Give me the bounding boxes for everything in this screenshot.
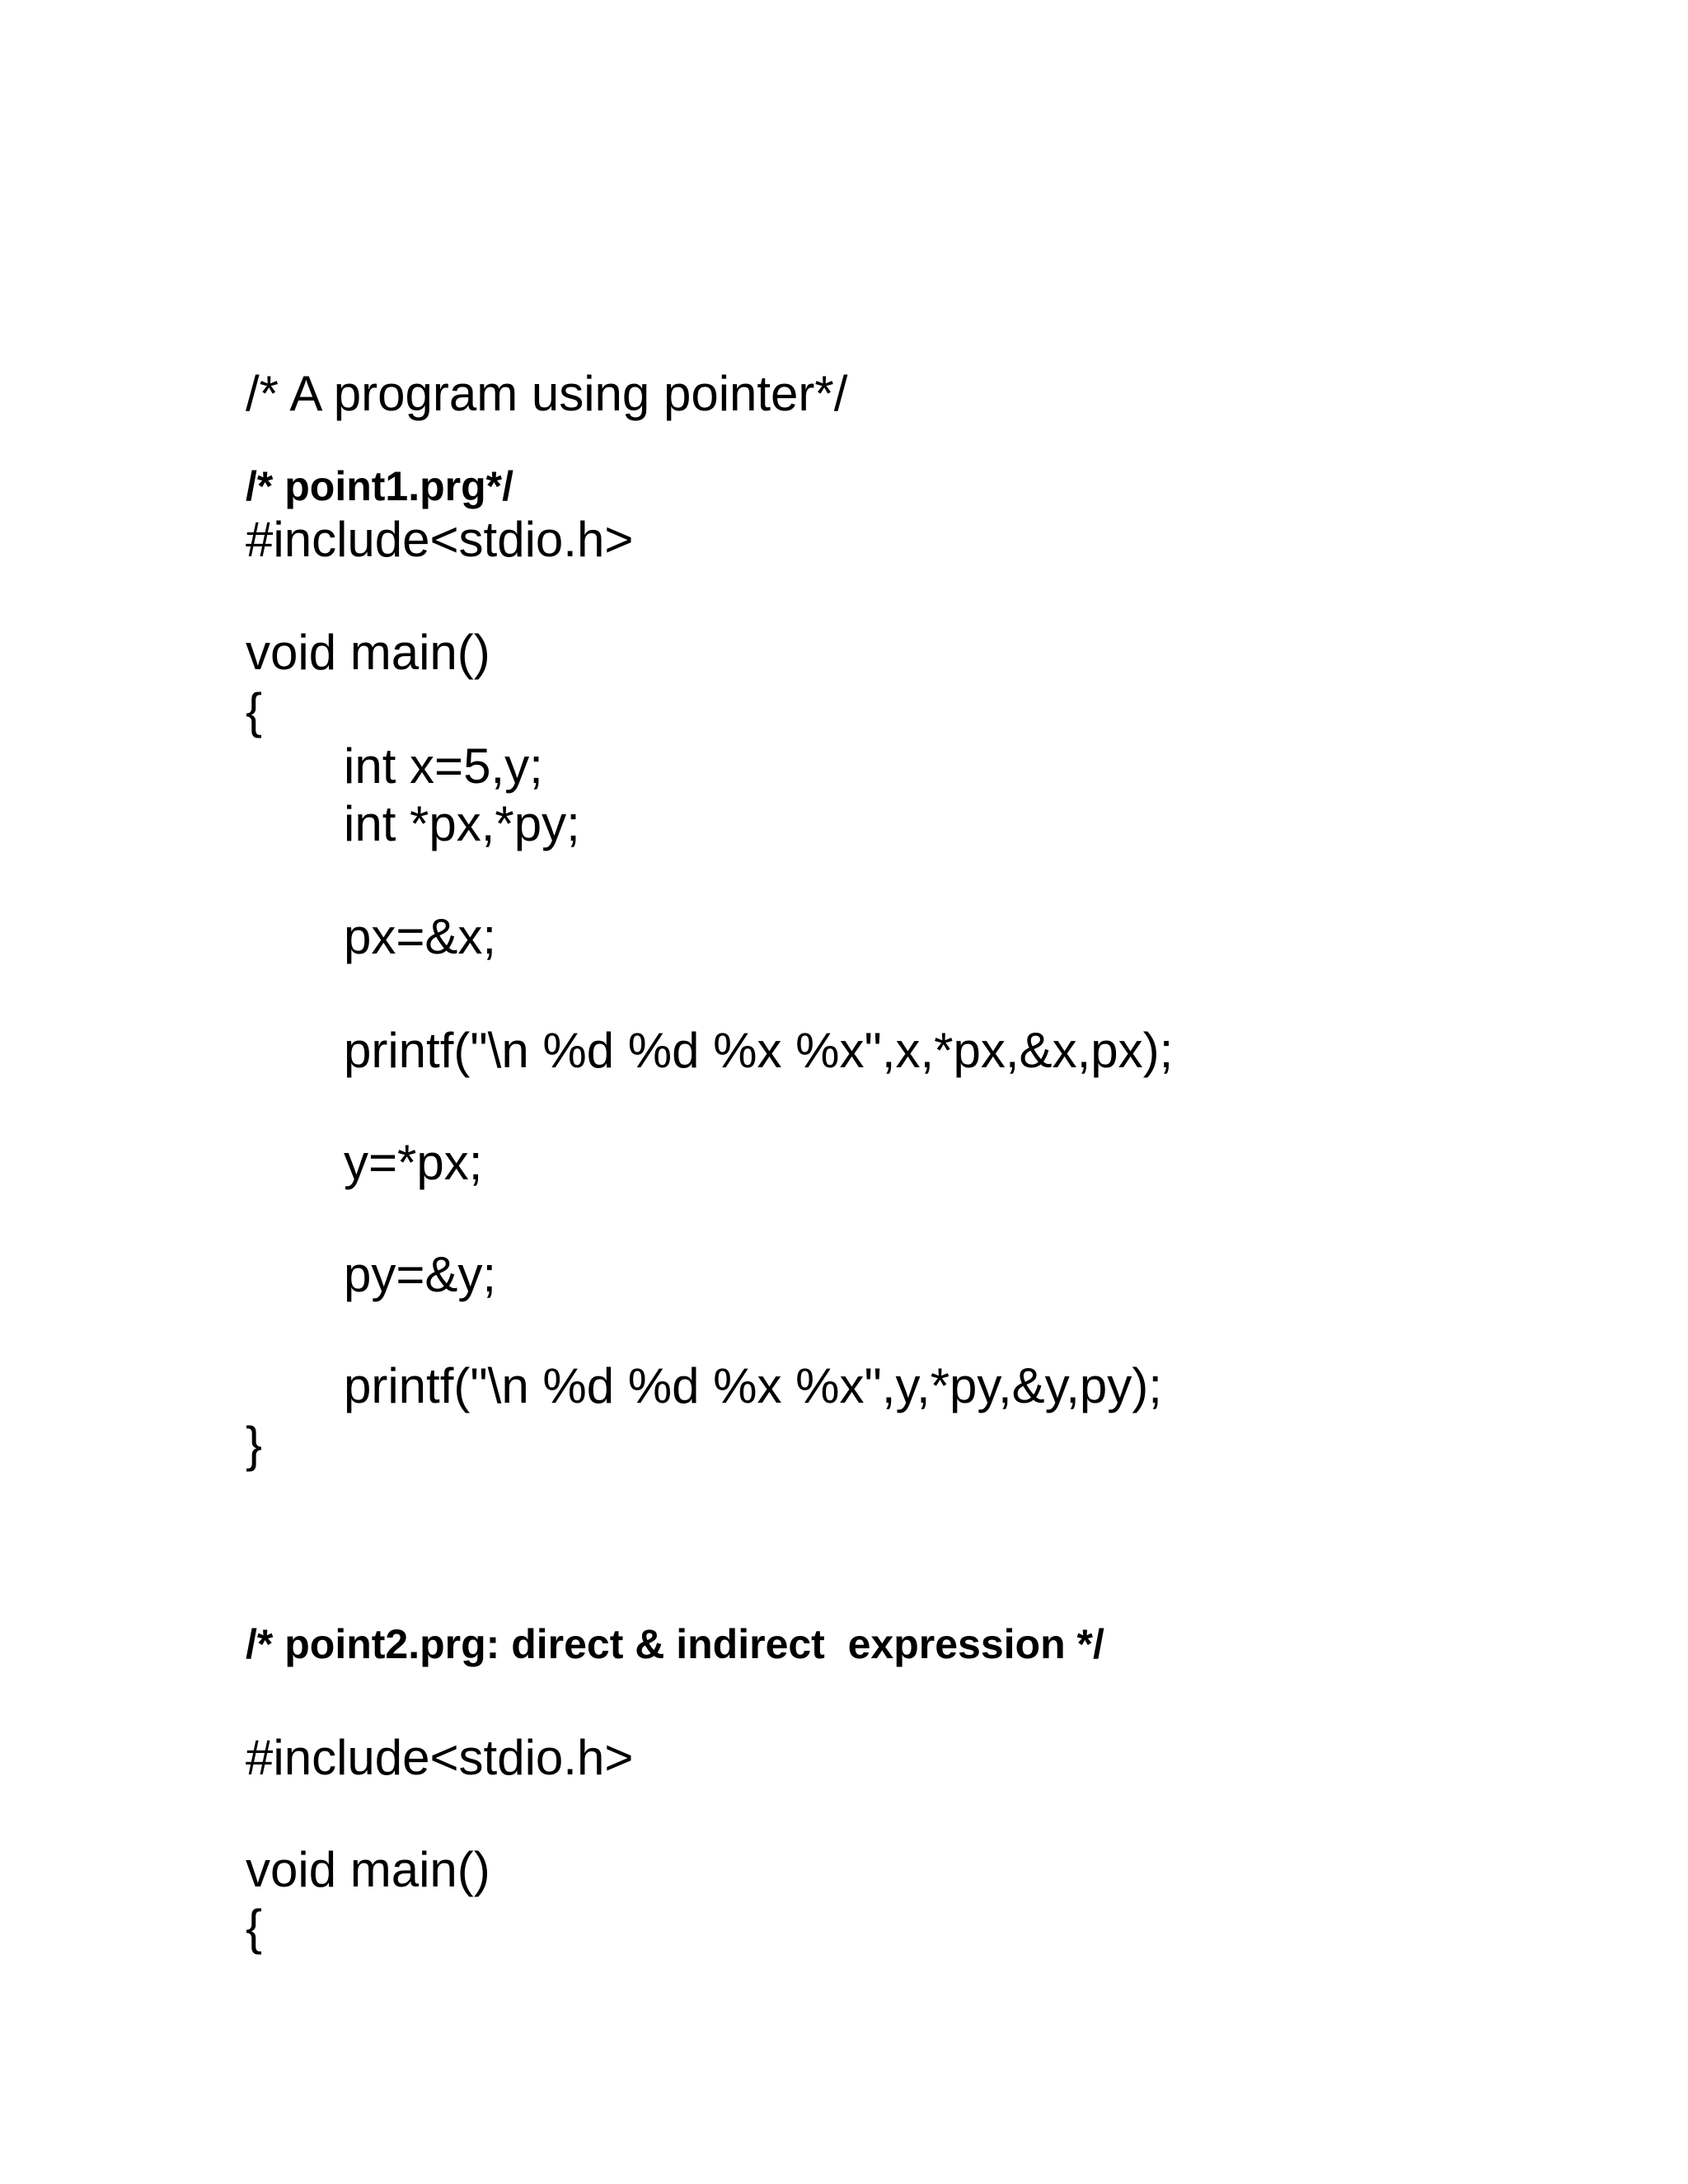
code-line: printf("\n %d %d %x %x",y,*py,&y,py); <box>344 1358 1162 1413</box>
code-line: int *px,*py; <box>344 796 580 851</box>
main-function-signature: void main() <box>246 1842 490 1897</box>
code-line: printf("\n %d %d %x %x",x,*px,&x,px); <box>344 1023 1174 1078</box>
include-directive: #include<stdio.h> <box>246 1730 634 1785</box>
file-name-comment: /* point1.prg*/ <box>246 463 513 509</box>
main-function-signature: void main() <box>246 625 490 680</box>
open-brace: { <box>246 683 263 738</box>
code-line: px=&x; <box>344 909 497 964</box>
open-brace: { <box>246 1900 263 1955</box>
program-title-comment: /* A program using pointer*/ <box>246 366 848 421</box>
second-program-comment: /* point2.prg: direct & indirect expression */ <box>246 1621 1104 1667</box>
close-brace: } <box>246 1417 263 1472</box>
code-line: y=*px; <box>344 1135 483 1190</box>
include-directive: #include<stdio.h> <box>246 512 634 567</box>
code-line: py=&y; <box>344 1247 497 1302</box>
code-line: int x=5,y; <box>344 738 543 794</box>
